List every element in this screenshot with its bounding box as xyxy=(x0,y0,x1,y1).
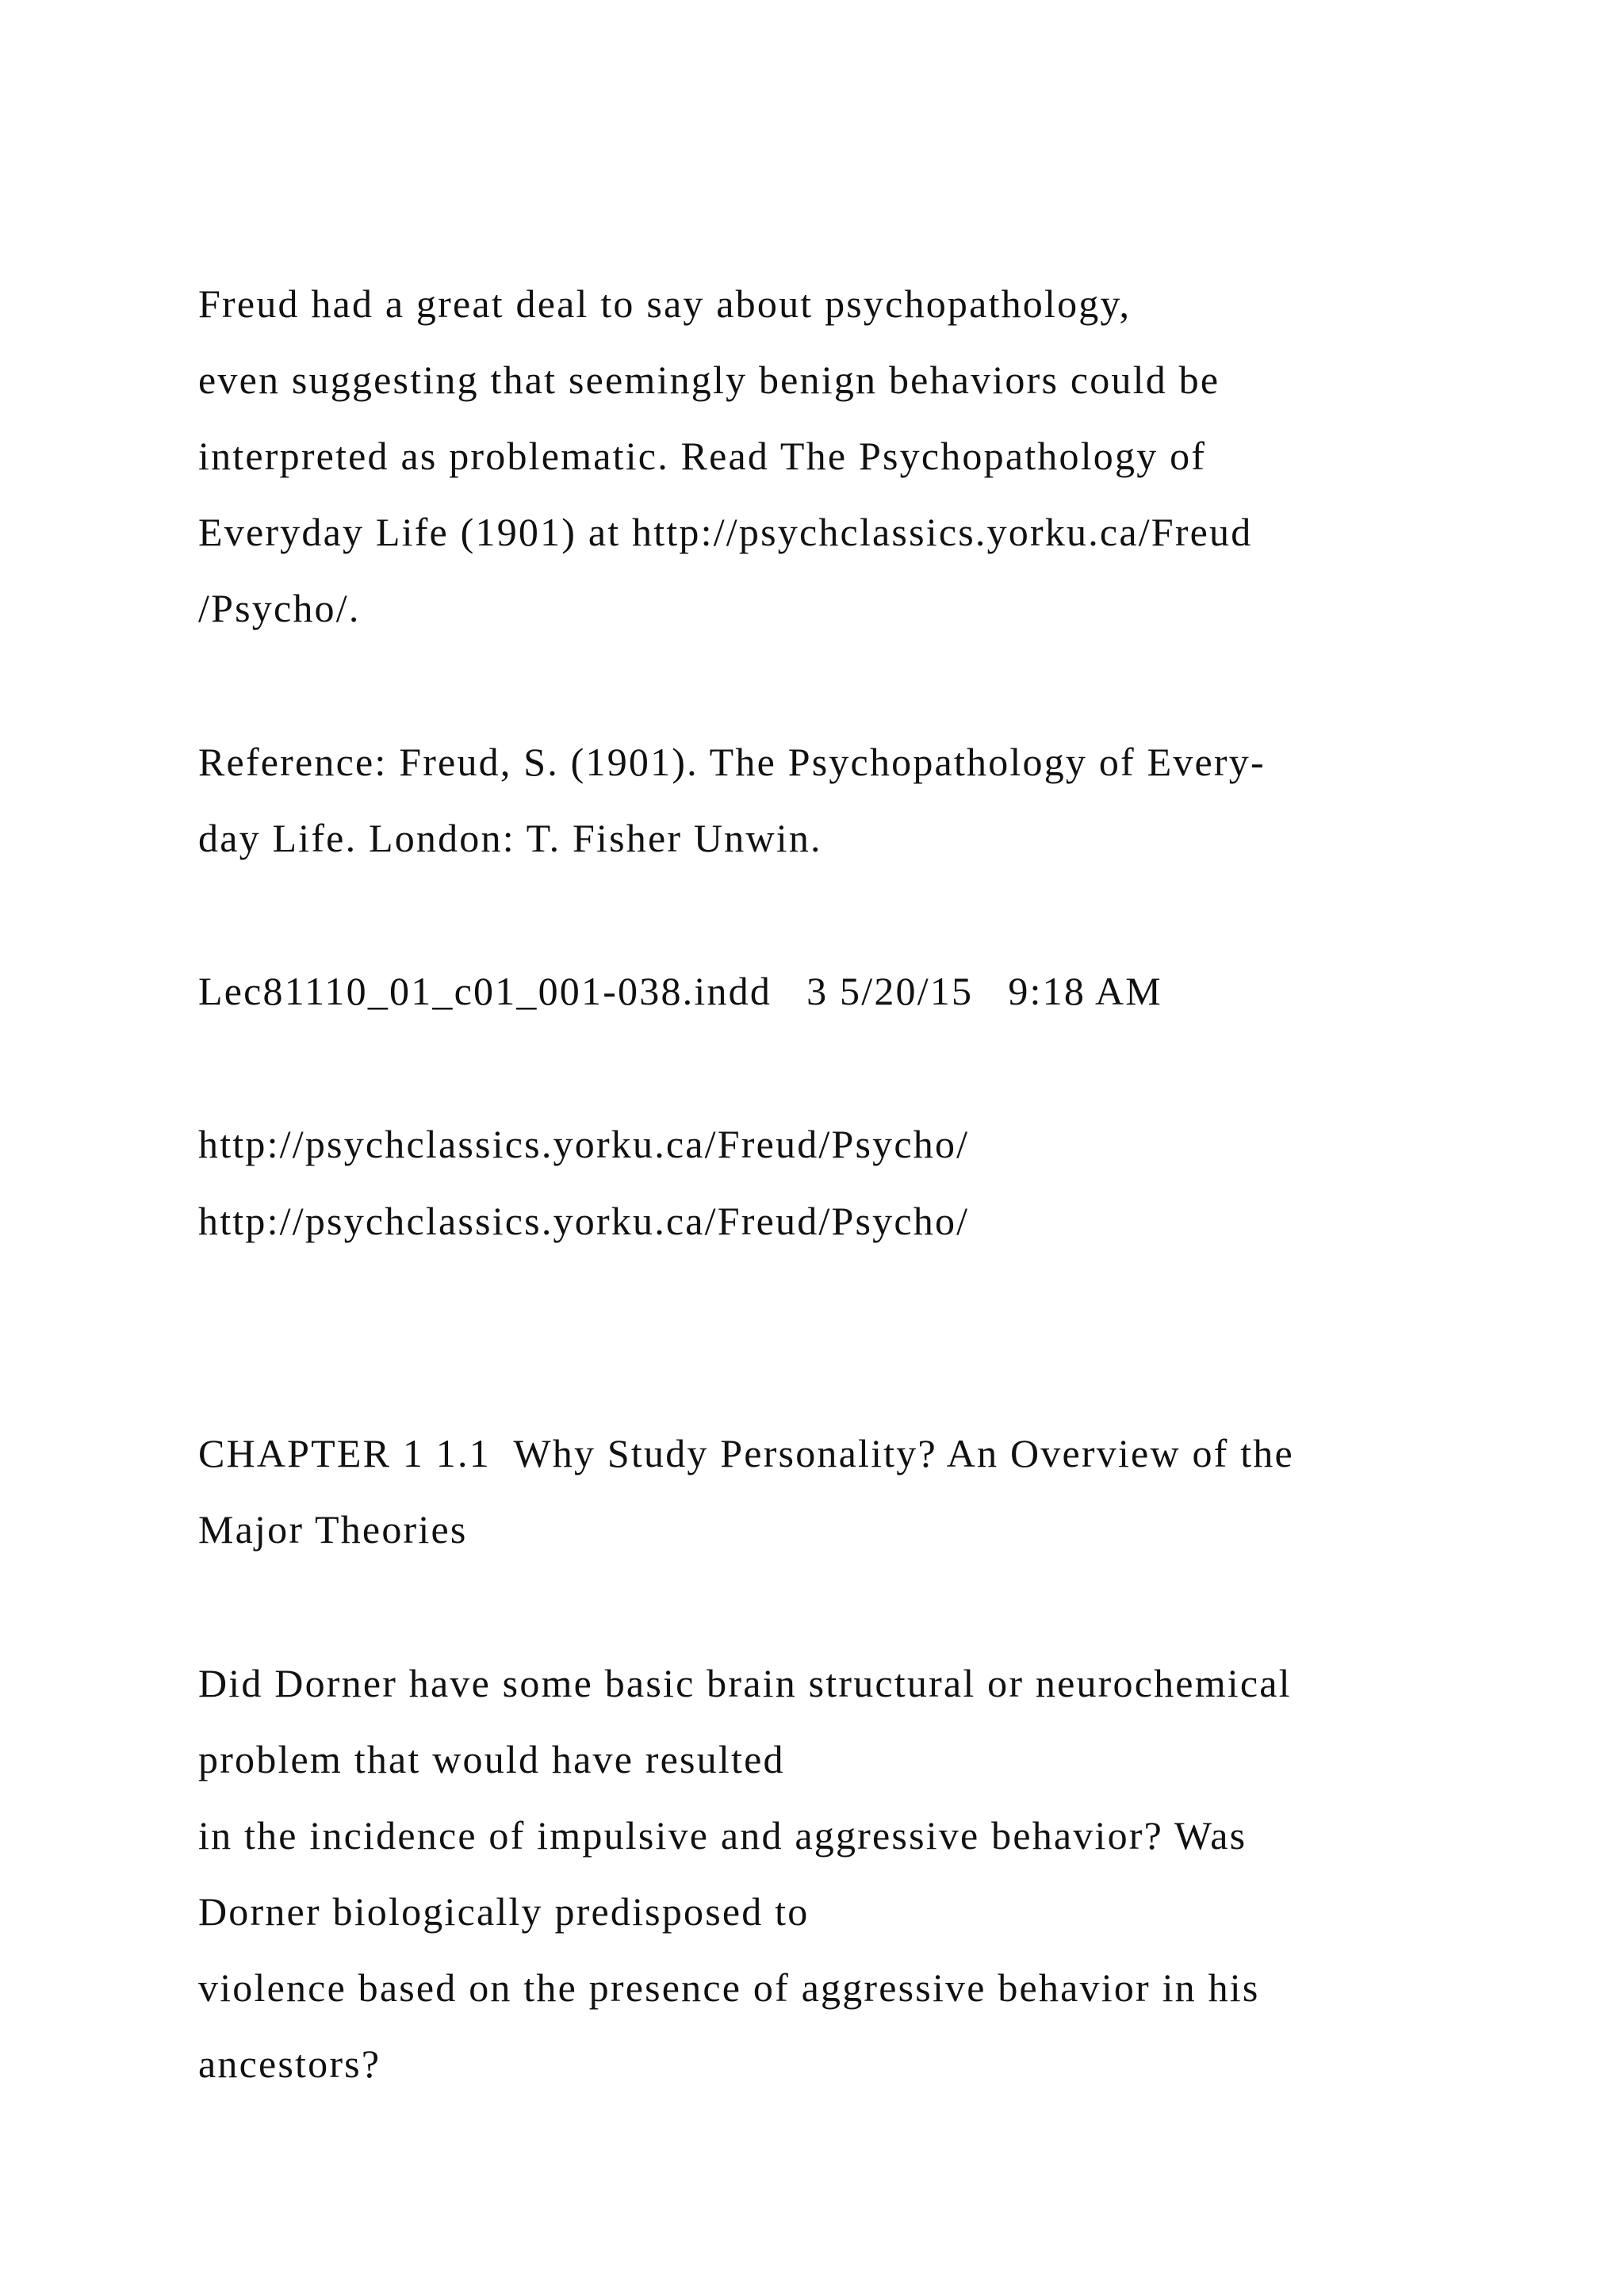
text-line: in the incidence of impulsive and aggressive behavior? Was xyxy=(198,1813,1247,1858)
text-line: interpreted as problematic. Read The Psychopathology of xyxy=(198,434,1207,478)
text-line: CHAPTER 1 1.1 Why Study Personality? An Overview of the xyxy=(198,1431,1294,1475)
text-line: Major Theories xyxy=(198,1507,468,1552)
url-link[interactable]: http://psychclassics.yorku.ca/Freud/Psycho/ xyxy=(198,1122,970,1166)
text-line: Freud had a great deal to say about psychopathology, xyxy=(198,281,1132,326)
text-line: problem that would have resulted xyxy=(198,1737,785,1781)
text-line: violence based on the presence of aggressive behavior in his xyxy=(198,1965,1260,2010)
text-line: Dorner biologically predisposed to xyxy=(198,1889,810,1934)
text-line: /Psycho/. xyxy=(198,586,361,630)
text-line: Reference: Freud, S. (1901). The Psychopathology of Every- xyxy=(198,740,1266,784)
text-line: ancestors? xyxy=(198,2042,381,2086)
file-info-line: Lec81110_01_c01_001-038.indd 3 5/20/15 9:18 AM xyxy=(198,969,1162,1013)
url-link[interactable]: http://psychclassics.yorku.ca/Freud/Psycho/ xyxy=(198,1199,970,1243)
text-line: even suggesting that seemingly benign behaviors could be xyxy=(198,358,1220,402)
text-line: Did Dorner have some basic brain structural or neurochemical xyxy=(198,1661,1292,1705)
text-line: Everyday Life (1901) at http://psychclassics.yorku.ca/Freud xyxy=(198,510,1253,554)
text-line: day Life. London: T. Fisher Unwin. xyxy=(198,816,822,860)
